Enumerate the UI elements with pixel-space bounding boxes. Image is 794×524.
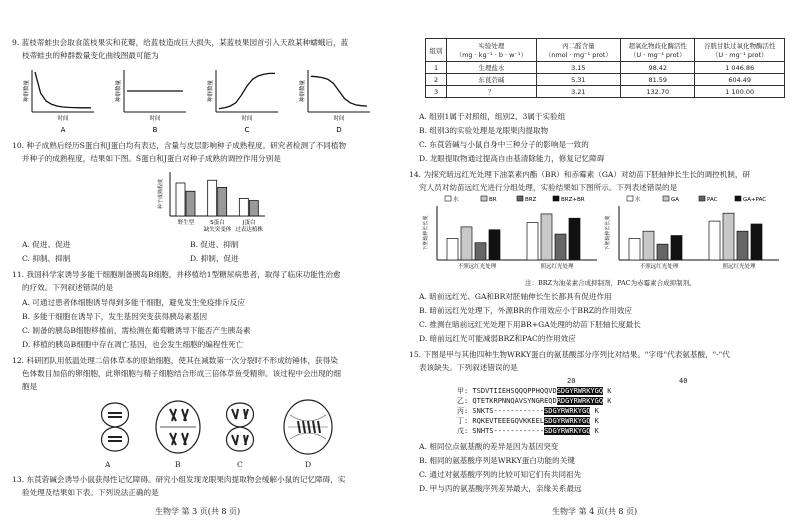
- table-cell: 81.59: [621, 74, 695, 86]
- group-label: 不照远红光处理: [457, 264, 497, 270]
- table-header: 丙二醛含量 （nmol · mg⁻¹ prot）: [536, 39, 621, 62]
- bar: [657, 244, 668, 260]
- sequence-suffix: K: [590, 407, 599, 415]
- y-axis-label: 种群数量: [300, 79, 306, 103]
- cell-a: [102, 403, 129, 451]
- legend-swatch: [517, 196, 523, 201]
- sequence-suffix: K: [603, 397, 612, 405]
- q15-option-d[interactable]: D. 甲与丙的氨基酸序列差异最大，亲缘关系最远: [419, 484, 582, 493]
- table-header: 实验处理 （mg · kg⁻¹ · b · w⁻¹）: [447, 39, 537, 62]
- q12-label-d[interactable]: D: [305, 460, 312, 469]
- table-header: 组别: [426, 39, 447, 62]
- x-axis-label: 时间: [333, 116, 345, 122]
- legend-swatch: [481, 196, 487, 201]
- curve-A: [35, 72, 91, 108]
- legend-label: BRZ: [525, 197, 537, 203]
- table-cell: 3.21: [536, 86, 621, 98]
- q14-option-a[interactable]: A. 暗前远红光、GA和BR对胚轴伸长生长都具有促进作用: [419, 292, 612, 301]
- bar: [218, 187, 227, 216]
- bar: [541, 214, 552, 260]
- legend-label: GA: [671, 197, 680, 203]
- bar: [555, 234, 566, 260]
- q13-data-table: [425, 38, 785, 98]
- q13-option-b[interactable]: B. 组别3的实验处理是龙眼果肉提取物: [419, 126, 549, 135]
- category-label: 过表达植株: [235, 227, 263, 233]
- q12-cell-diagrams: [90, 395, 350, 465]
- table-row: [426, 62, 785, 74]
- q15-stem-line2: 表该缺失。下列叙述错误的是: [419, 363, 518, 372]
- table-cell: 东莨菪碱: [447, 74, 537, 86]
- q10-option-d[interactable]: D. 抑制、促进: [190, 254, 239, 263]
- q14-br-bar-chart: [415, 194, 605, 278]
- table-cell: 1 046.86: [695, 62, 785, 74]
- sequence-row: [457, 397, 612, 406]
- legend-swatch: [735, 196, 741, 201]
- table-cell: 132.70: [621, 86, 695, 98]
- bar: [447, 238, 458, 260]
- cell-c: [227, 403, 254, 451]
- bar: [475, 243, 486, 260]
- sequence-prefix: 乙: QTETKRPNNQAVSYNGREQD: [457, 397, 557, 405]
- conserved-motif: RDGYRWRKYGQ: [556, 397, 604, 405]
- legend-label: BRZ+BR: [561, 197, 585, 203]
- q11-option-d[interactable]: D. 移植的胰岛B细胞中存在凋亡基因，也会发生细胞的编程性死亡: [22, 340, 244, 349]
- q13-stem-line1: 13. 东莨菪碱会诱导小鼠获得性记忆障碍。研究小组发现龙眼果肉提取物会缓解小鼠的记忆障碍，实: [12, 475, 346, 484]
- legend-swatch: [663, 196, 669, 201]
- q10-bar-chart: [150, 168, 270, 240]
- conserved-motif: SDGYRWRKYGQ: [544, 417, 591, 425]
- sequence-prefix: 戊: SNHTS------------: [457, 427, 545, 435]
- y-axis-label: 种群数量: [208, 79, 214, 103]
- legend-label: 水: [453, 197, 459, 203]
- q13-option-d[interactable]: D. 龙眼提取物通过提高自由基清除能力，修复记忆障碍: [419, 154, 605, 163]
- x-axis-label: 时间: [57, 116, 69, 122]
- q13-option-a[interactable]: A. 组别1属于对照组，组别2、3属于实验组: [419, 112, 566, 121]
- category-label: S蛋白: [210, 220, 225, 226]
- curve-C: [219, 73, 275, 108]
- sequence-prefix: 丙: SNKTS------------: [457, 407, 545, 415]
- bar: [723, 213, 734, 260]
- legend-label: PAC: [707, 197, 718, 203]
- conserved-motif: SDGYRWRKYGQ: [544, 427, 591, 435]
- group-label: 不照远红光处理: [639, 264, 679, 270]
- q12-stem-line3: 胞是: [22, 382, 38, 391]
- panel-label-B: B: [152, 126, 158, 134]
- q10-option-a[interactable]: A. 促进、促进: [22, 240, 71, 249]
- bar: [208, 180, 217, 216]
- group-label: 照远红光处理: [722, 264, 756, 270]
- category-label: J蛋白: [242, 220, 256, 226]
- category-label: 野生型: [177, 220, 195, 226]
- q14-option-d[interactable]: D. 暗前远红光可能减弱BRZ和PAC的作用效应: [419, 334, 576, 343]
- q12-stem-line1: 12. 科研团队用低温处理二倍体草本的原始细胞，使其在减数第一次分裂时不形成纺锤体，获得染: [12, 356, 338, 365]
- q15-option-a[interactable]: A. 相同位点氨基酸的差异是因为基因突变: [419, 442, 559, 451]
- q14-option-c[interactable]: C. 推测在暗前远红光处理下用BR+GA处理的幼苗下胚轴长度最长: [419, 320, 641, 329]
- sequence-suffix: K: [590, 417, 599, 425]
- q10-option-b[interactable]: B. 促进、抑制: [190, 240, 239, 249]
- legend-label: 水: [635, 197, 641, 203]
- y-axis-label: 种子成熟程度: [158, 178, 164, 210]
- q14-note: 注：BRZ为油菜素合成抑制剂，PAC为赤霉素合成抑制剂。: [525, 279, 696, 287]
- q14-option-b[interactable]: B. 暗前远红光处理下，外源BR的作用效应小于BRZ的作用效应: [419, 306, 632, 315]
- q9-stem-line2: 枝蒂蛙虫的种群数量变化曲线图最可能为: [22, 51, 159, 60]
- sequence-row: [457, 427, 599, 436]
- table-header: 谷胱甘肽过氧化物酶活性 （U · mg⁻¹ prot）: [695, 39, 785, 62]
- bar: [461, 227, 472, 260]
- table-row: [426, 86, 785, 98]
- table-cell: 98.42: [621, 62, 695, 74]
- table-header: 超氧化物歧化酶活性 （U · mg⁻¹ prot）: [621, 39, 695, 62]
- bar: [249, 201, 258, 216]
- table-cell: 1: [426, 62, 447, 74]
- bar: [643, 231, 654, 260]
- sequence-row: [457, 387, 612, 396]
- legend-swatch: [553, 196, 559, 201]
- table-cell: 604.49: [695, 74, 785, 86]
- q10-stem-line2: 并种子的成熟程度，结果如下图。S蛋白和J蛋白对种子成熟的调控作用分别是: [22, 154, 281, 163]
- sequence-position-20: 20: [567, 377, 576, 385]
- q9-stem-line1: 9. 蓝枝蒂蛙虫会取食蓝枝果实和花瓣，给蓝枝造成巨大损失，某蓝枝果园首引入天敌某种蠕蛾后，蓝: [12, 38, 349, 47]
- bar: [239, 198, 248, 216]
- panel-label-A: A: [60, 126, 66, 134]
- q14-ga-bar-chart: [597, 194, 787, 278]
- sequence-row: [457, 407, 599, 416]
- table-cell: 5.31: [536, 74, 621, 86]
- y-axis-label: 种群数量: [116, 79, 122, 103]
- bar: [751, 224, 762, 260]
- q13-option-c[interactable]: C. 东莨菪碱与小鼠自身中三种分子的影响是一致的: [419, 140, 589, 149]
- conserved-motif: SDGYRWRKYGQ: [544, 407, 591, 415]
- sequence-position-40: 40: [679, 377, 688, 385]
- table-cell: 2: [426, 74, 447, 86]
- bar: [737, 231, 748, 260]
- y-axis-label: 下胚轴伸长长度: [605, 215, 611, 251]
- legend-label: BR: [489, 197, 497, 203]
- y-axis-label: 种群数量: [24, 79, 30, 103]
- q12-label-c[interactable]: C: [237, 460, 243, 469]
- q15-option-b[interactable]: B. 相同的氨基酸序列是WRKY蛋白功能的关键: [419, 456, 575, 465]
- table-cell: 生理盐水: [447, 62, 537, 74]
- q15-stem-line1: 15. 下图是甲与其他四种生物WRKY蛋白的氨基酸部分序列比对结果。"字母"代表氨基酸，"-"代: [409, 350, 730, 359]
- bar: [671, 236, 682, 260]
- panel-label-D: D: [336, 126, 342, 134]
- x-axis-label: 时间: [241, 116, 253, 122]
- q14-stem-line1: 14. 为探究暗远红光处理下油菜素内酯（BR）和赤霉素（GA）对幼苗下胚轴伸长生长的调控机制，研: [409, 170, 751, 179]
- q11-stem-line2: 的疗效。下列叙述错误的是: [22, 283, 114, 292]
- cell-b: [156, 401, 200, 453]
- q11-stem-line1: 11. 我国科学家诱导多能干细胞制备胰岛B细胞，并移植给1型糖尿病患者，取得了临床功能性治愈: [12, 270, 341, 279]
- legend-swatch: [699, 196, 705, 201]
- x-axis-label: 时间: [149, 116, 161, 122]
- cell-d: [284, 400, 332, 454]
- bar: [569, 218, 580, 260]
- sequence-prefix: 丁: RQKEVTEEEGQVKKEEL: [457, 417, 545, 425]
- bar: [629, 238, 640, 260]
- sequence-row: [457, 417, 599, 426]
- q12-label-a[interactable]: A: [105, 460, 111, 469]
- q11-option-a[interactable]: A. 可通过患者体细胞诱导得到多能干细胞，避免发生免疫排斥反应: [22, 298, 245, 307]
- q10-option-c[interactable]: C. 抑制、抑制: [22, 254, 71, 263]
- page4-footer: 生物学 第 4 页(共 8 页): [552, 507, 638, 516]
- q15-option-c[interactable]: C. 通过对氨基酸序列的比较可知它们有共同祖先: [419, 470, 582, 479]
- sequence-suffix: K: [603, 387, 612, 395]
- sequence-prefix: 甲: TSDVTIIEHSQQQPPHQQVD: [457, 387, 557, 395]
- bar: [186, 191, 195, 216]
- table-cell: 3: [426, 86, 447, 98]
- table-cell: ？: [447, 86, 537, 98]
- q13-stem-line2: 验处理及结果如下表。下列说法正确的是: [22, 488, 159, 497]
- bar: [709, 221, 720, 260]
- table-cell: 1 100.00: [695, 86, 785, 98]
- y-axis-label: 下胚轴伸长长度: [423, 215, 429, 251]
- sequence-suffix: K: [590, 427, 599, 435]
- bar: [176, 183, 185, 216]
- curve-D: [311, 76, 367, 106]
- legend-swatch: [445, 196, 451, 201]
- table-row: [426, 74, 785, 86]
- q12-label-b[interactable]: B: [175, 460, 181, 469]
- q11-option-c[interactable]: C. 制备的胰岛B细胞移植前，需检测在葡萄糖诱导下能否产生胰岛素: [22, 326, 251, 335]
- panel-label-C: C: [244, 126, 250, 134]
- conserved-motif: SDGYRWRKYGQ: [556, 387, 604, 395]
- legend-label: GA+PAC: [743, 197, 767, 203]
- exam-page-4: [397, 0, 794, 524]
- table-header-row: [426, 39, 785, 62]
- page3-footer: 生物学 第 3 页(共 8 页): [155, 507, 241, 516]
- table-cell: 3.15: [536, 62, 621, 74]
- q12-stem-line2: 色体数目加倍的卵细胞，此卵细胞与精子细胞结合形成三倍体草鱼受精卵。该过程中会出现的细: [22, 369, 341, 378]
- q14-stem-line2: 究人员对幼苗远红光进行分组处理，实验结果如下图所示。下列表述错误的是: [419, 183, 678, 192]
- bar: [489, 230, 500, 260]
- category-label: 缺失突变体: [203, 227, 232, 233]
- legend-swatch: [627, 196, 633, 201]
- group-label: 照远红光处理: [540, 264, 574, 270]
- bar: [527, 223, 538, 260]
- q11-option-b[interactable]: B. 多能干细胞在诱导下，发生基因突变获得胰岛素基因: [22, 312, 208, 321]
- q10-stem-line1: 10. 种子成熟后经历S蛋白和J蛋白均有表达，含量与皮层影响种子成熟程度。研究者检测了不同植物: [12, 141, 347, 150]
- q9-population-curves: [20, 66, 390, 136]
